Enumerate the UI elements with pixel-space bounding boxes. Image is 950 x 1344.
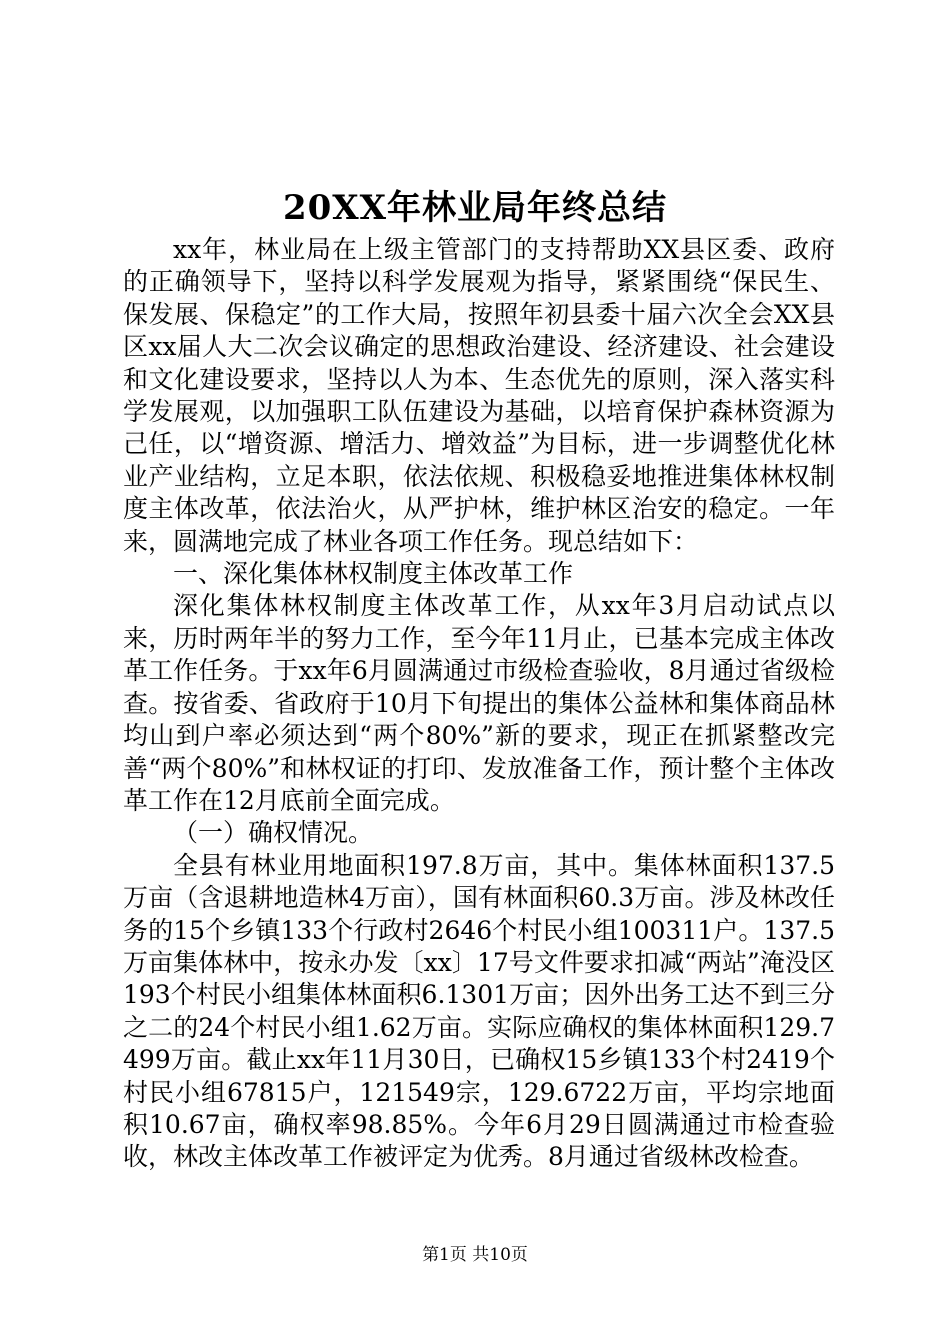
subsection-paragraph: 全县有林业用地面积197.8万亩，其中。集体林面积137.5万亩（含退耕地造林4万亩），国有林面积60.3万亩。涉及林改任务的15个乡镇133个行政村2646个村民小组100311户。137.5万亩集体林中，按永办发〔xx〕17号文件要求扣减“两站”淹没区193个村民小组集体林面积6.1301万亩；因外出务工达不到三分之二的24个村民小组1.62万亩。实际应确权的集体林面积129.7499万亩。截止xx年11月30日，已确权15乡镇133个村2419个村民小组67815户，121549宗，129.6722万亩，平均宗地面积10.67亩，确权率98.85%。今年6月29日圆满通过市检查验收，林改主体改革工作被评定为优秀。8月通过省级林改检查。 bbox=[123, 850, 835, 1172]
subsection-heading: （一）确权情况。 bbox=[173, 818, 374, 848]
section-heading: 一、深化集体林权制度主体改革工作 bbox=[173, 559, 574, 589]
section-paragraph: 深化集体林权制度主体改革工作，从xx年3月启动试点以来，历时两年半的努力工作，至今年11月止，已基本完成主体改革工作任务。于xx年6月圆满通过市级检查验收，8月通过省级检查。按省委、省政府于10月下旬提出的集体公益林和集体商品林均山到户率必须达到“两个80%”新的要求，现正在抓紧整改完善“两个80%”和林权证的打印、发放准备工作，预计整个主体改革工作在12月底前全面完成。 bbox=[123, 591, 835, 815]
document-title: 20XX年林业局年终总结 bbox=[282, 188, 668, 228]
intro-paragraph: xx年，林业局在上级主管部门的支持帮助XX县区委、政府的正确领导下，坚持以科学发展观为指导，紧紧围绕“保民生、保发展、保稳定”的工作大局，按照年初县委十届六次全会XX县区xx届人大二次会议确定的思想政治建设、经济建设、社会建设和文化建设要求，坚持以人为本、生态优先的原则，深入落实科学发展观，以加强职工队伍建设为基础，以培育保护森林资源为己任，以“增资源、增活力、增效益”为目标，进一步调整优化林业产业结构，立足本职，依法依规、积极稳妥地推进集体林权制度主体改革，依法治火，从严护林，维护林区治安的稳定。一年来，圆满地完成了林业各项工作任务。现总结如下： bbox=[123, 235, 835, 556]
page-number-footer: 第1页 共10页 bbox=[422, 1245, 528, 1265]
document-body bbox=[123, 234, 835, 1174]
